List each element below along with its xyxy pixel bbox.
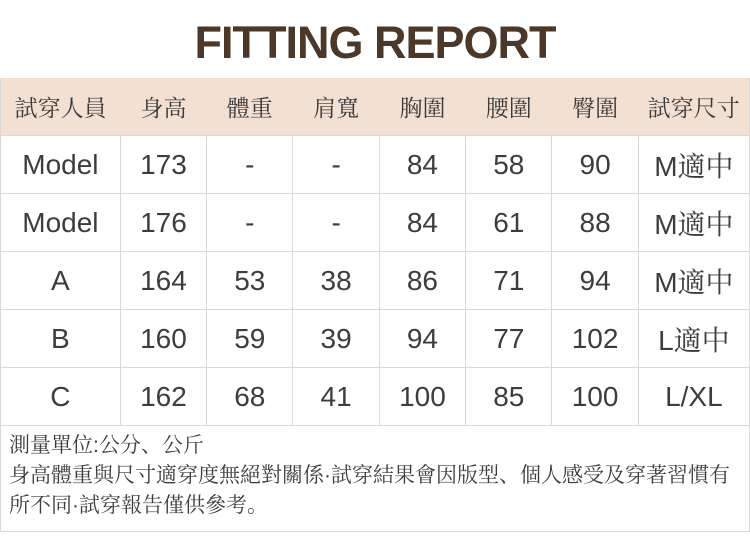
cell-height: 160 [120,310,206,368]
cell-weight: 59 [207,310,293,368]
cell-shoulder: 41 [293,368,379,426]
cell-waist: 58 [466,136,552,194]
cell-chest: 94 [379,310,465,368]
cell-size: L/XL [638,368,749,426]
table-row [1,252,750,310]
cell-chest: 100 [379,368,465,426]
header-cell-height: 身高 [120,78,206,136]
table-row [1,368,750,426]
cell-chest: 84 [379,194,465,252]
cell-size: L適中 [638,310,749,368]
cell-hip: 100 [552,368,638,426]
cell-hip: 102 [552,310,638,368]
cell-shoulder: 38 [293,252,379,310]
footer-notes [1,426,750,532]
cell-waist: 71 [466,252,552,310]
header-cell-tester: 試穿人員 [1,78,121,136]
cell-waist: 77 [466,310,552,368]
cell-hip: 88 [552,194,638,252]
header-cell-weight: 體重 [207,78,293,136]
table-row [1,194,750,252]
header-cell-shoulder: 肩寬 [293,78,379,136]
header-cell-waist: 腰圍 [466,78,552,136]
table-row [1,310,750,368]
cell-tester: Model [1,136,121,194]
cell-tester: Model [1,194,121,252]
cell-tester: B [1,310,121,368]
header-cell-size: 試穿尺寸 [638,78,749,136]
footer-row [1,426,750,532]
cell-chest: 84 [379,136,465,194]
fitting-disclaimer: 身高體重與尺寸適穿度無絕對關係·試穿結果會因版型、個人感受及穿著習慣有所不同·試穿報告僅供參考。 [9,464,730,517]
cell-height: 173 [120,136,206,194]
fitting-report-table [0,78,750,532]
cell-weight: - [207,136,293,194]
header-row [1,78,750,136]
page-title: FITTING REPORT [194,17,556,68]
cell-size: M適中 [638,136,749,194]
cell-hip: 90 [552,136,638,194]
cell-weight: - [207,194,293,252]
cell-tester: C [1,368,121,426]
cell-size: M適中 [638,194,749,252]
cell-weight: 68 [207,368,293,426]
cell-tester: A [1,252,121,310]
cell-waist: 85 [466,368,552,426]
cell-hip: 94 [552,252,638,310]
cell-weight: 53 [207,252,293,310]
cell-height: 162 [120,368,206,426]
cell-shoulder: 39 [293,310,379,368]
cell-size: M適中 [638,252,749,310]
cell-chest: 86 [379,252,465,310]
measurement-unit-note: 測量單位:公分、公斤 [9,434,204,457]
header-cell-chest: 胸圍 [379,78,465,136]
cell-height: 176 [120,194,206,252]
header-cell-hip: 臀圍 [552,78,638,136]
table-row [1,136,750,194]
cell-waist: 61 [466,194,552,252]
cell-shoulder: - [293,194,379,252]
cell-shoulder: - [293,136,379,194]
cell-height: 164 [120,252,206,310]
